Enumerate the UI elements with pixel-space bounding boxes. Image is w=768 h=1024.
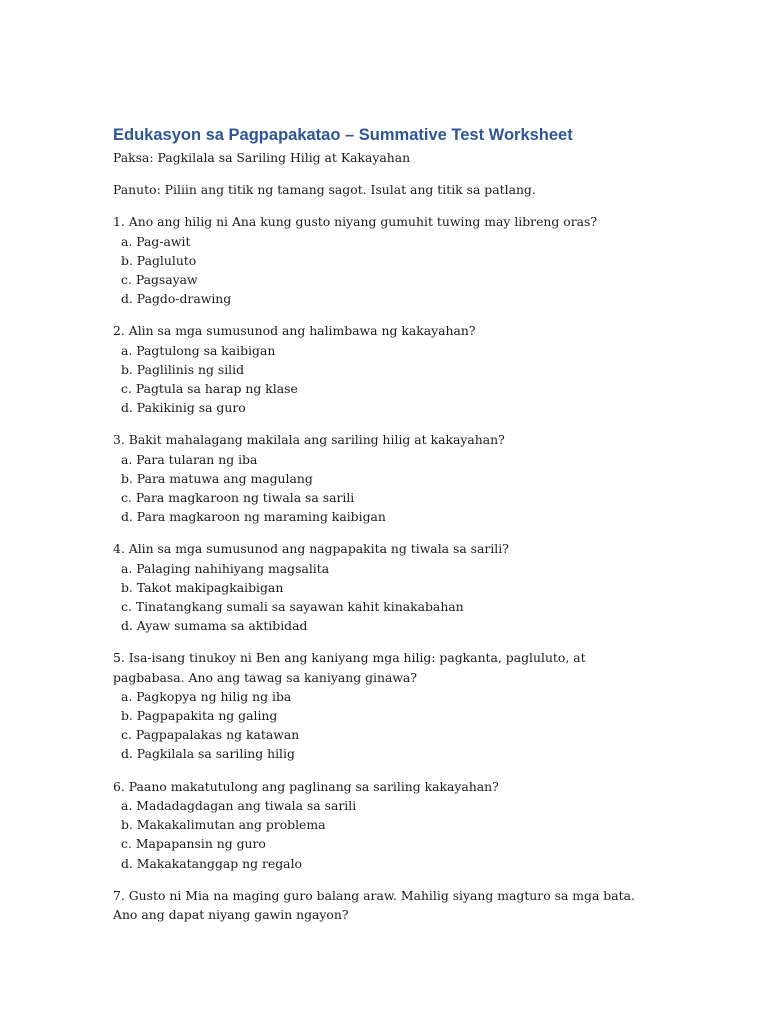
question-text: 7. Gusto ni Mia na maging guro balang araw. Mahilig siyang magturo sa mga bata. Ano ang dapat niyang gawin ngayon? bbox=[113, 887, 635, 922]
option-c: c. Para magkaroon ng tiwala sa sarili bbox=[121, 490, 355, 506]
option-b: b. Pagluluto bbox=[121, 252, 197, 268]
option-a: a. Pagkopya ng hilig ng iba bbox=[121, 688, 292, 704]
question-4 bbox=[113, 539, 658, 635]
question-5 bbox=[113, 648, 658, 763]
option-a: a. Madadagdagan ang tiwala sa sarili bbox=[121, 797, 357, 813]
question-text: 1. Ano ang hilig ni Ana kung gusto niyang gumuhit tuwing may libreng oras? bbox=[113, 214, 598, 230]
option-c: c. Pagsayaw bbox=[121, 272, 198, 288]
option-a: a. Pag-awit bbox=[121, 233, 191, 249]
question-text: 4. Alin sa mga sumusunod ang nagpapakita ng tiwala sa sarili? bbox=[113, 541, 509, 557]
question-text: 2. Alin sa mga sumusunod ang halimbawa ng kakayahan? bbox=[113, 323, 476, 339]
option-d: d. Para magkaroon ng maraming kaibigan bbox=[121, 509, 386, 525]
option-a: a. Pagtulong sa kaibigan bbox=[121, 342, 276, 358]
option-b: b. Takot makipagkaibigan bbox=[121, 579, 284, 595]
option-d: d. Makakatanggap ng regalo bbox=[121, 855, 302, 871]
option-d: d. Pagdo-drawing bbox=[121, 291, 232, 307]
question-1 bbox=[113, 212, 658, 308]
subject-line: Paksa: Pagkilala sa Sariling Hilig at Kakayahan bbox=[113, 150, 411, 165]
question-text: 6. Paano makatutulong ang paglinang sa sariling kakayahan? bbox=[113, 778, 499, 794]
option-b: b. Paglilinis ng silid bbox=[121, 361, 245, 377]
question-3 bbox=[113, 430, 658, 526]
instructions-line: Panuto: Piliin ang titik ng tamang sagot. Isulat ang titik sa patlang. bbox=[113, 182, 536, 198]
option-a: a. Para tularan ng iba bbox=[121, 451, 258, 467]
option-c: c. Pagpapalakas ng katawan bbox=[121, 727, 300, 743]
option-c: c. Mapapansin ng guro bbox=[121, 836, 266, 852]
question-text: 3. Bakit mahalagang makilala ang sariling hilig at kakayahan? bbox=[113, 432, 505, 448]
option-c: c. Tinatangkang sumali sa sayawan kahit kinakabahan bbox=[121, 599, 464, 615]
option-d: d. Pagkilala sa sariling hilig bbox=[121, 746, 295, 762]
option-b: b. Makakalimutan ang problema bbox=[121, 817, 326, 833]
option-d: d. Pakikinig sa guro bbox=[121, 400, 246, 416]
option-b: b. Pagpapakita ng galing bbox=[121, 708, 278, 724]
option-a: a. Palaging nahihiyang magsalita bbox=[121, 560, 330, 576]
question-text: 5. Isa-isang tinukoy ni Ben ang kaniyang mga hilig: pagkanta, pagluluto, at pagbabasa. Ano ang tawag sa kaniyang ginawa? bbox=[113, 650, 586, 685]
question-6 bbox=[113, 777, 658, 873]
worksheet-content bbox=[113, 124, 658, 924]
option-d: d. Ayaw sumama sa aktibidad bbox=[121, 618, 308, 634]
option-b: b. Para matuwa ang magulang bbox=[121, 470, 313, 486]
question-2 bbox=[113, 321, 658, 417]
worksheet-title: Edukasyon sa Pagpapakatao – Summative Test Worksheet bbox=[113, 126, 573, 144]
question-7 bbox=[113, 886, 658, 924]
option-c: c. Pagtula sa harap ng klase bbox=[121, 381, 298, 397]
